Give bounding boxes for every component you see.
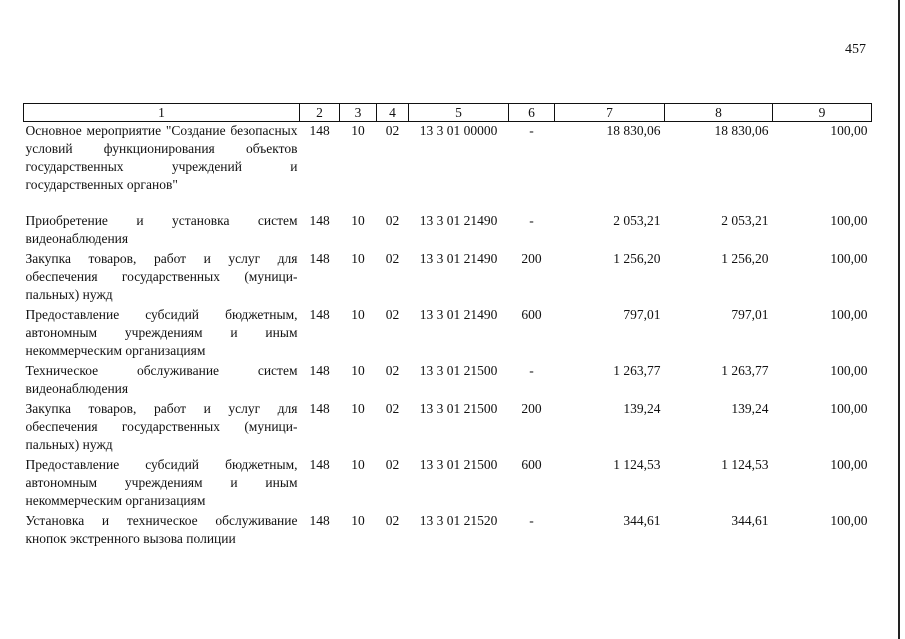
row-col-6: 600 [521, 307, 542, 322]
row-col-6: - [529, 213, 534, 228]
header-col-3: 3 [340, 104, 377, 122]
row-col-3: 10 [351, 213, 365, 228]
row-col-2: 148 [309, 513, 330, 528]
table-row [24, 456, 872, 512]
row-col-7: 1 124,53 [613, 457, 661, 472]
header-col-6: 6 [509, 104, 555, 122]
table-header [24, 104, 872, 122]
row-col-8: 2 053,21 [721, 213, 769, 228]
row-col-8: 1 263,77 [721, 363, 769, 378]
row-col-2: 148 [309, 251, 330, 266]
table-row [24, 250, 872, 306]
row-col-3: 10 [351, 363, 365, 378]
row-col-6: - [529, 123, 534, 138]
row-col-8: 139,24 [731, 401, 769, 416]
page-number: 457 [845, 42, 866, 57]
row-col-4: 02 [385, 213, 400, 228]
row-col-3: 10 [351, 457, 365, 472]
row-col-5: 13 3 01 21500 [419, 363, 498, 378]
table-row [24, 212, 872, 250]
row-col-2: 148 [309, 213, 330, 228]
row-col-4: 02 [385, 363, 400, 378]
row-col-4: 02 [385, 457, 400, 472]
row-col-9: 100,00 [830, 213, 868, 228]
header-col-8: 8 [665, 104, 773, 122]
header-col-9: 9 [773, 104, 872, 122]
row-col-6: - [529, 513, 534, 528]
row-col-5: 13 3 01 21490 [419, 213, 498, 228]
row-col-4: 02 [385, 401, 400, 416]
row-col-5: 13 3 01 21520 [419, 513, 498, 528]
row-col-4: 02 [385, 513, 400, 528]
row-col-2: 148 [309, 363, 330, 378]
row-col-8: 1 256,20 [721, 251, 769, 266]
row-col-2: 148 [309, 123, 330, 138]
row-name: Приобретение и установка систем видеонаблюдения [25, 213, 298, 246]
row-col-4: 02 [385, 251, 400, 266]
row-col-4: 02 [385, 307, 400, 322]
row-col-9: 100,00 [830, 363, 868, 378]
row-col-9: 100,00 [830, 251, 868, 266]
row-col-7: 18 830,06 [606, 123, 661, 138]
row-col-5: 13 3 01 21500 [419, 457, 498, 472]
header-col-4: 4 [377, 104, 409, 122]
row-col-2: 148 [309, 457, 330, 472]
table-row [24, 122, 872, 197]
row-col-5: 13 3 01 21500 [419, 401, 498, 416]
row-name: Предоставление субсидий бюджетным, автономным учреждениям и иным некоммерческим организациям [25, 457, 298, 508]
spacer-row [24, 196, 872, 212]
table-row [24, 362, 872, 400]
row-col-4: 02 [385, 123, 400, 138]
row-col-8: 344,61 [731, 513, 769, 528]
row-col-7: 139,24 [623, 401, 661, 416]
header-col-5: 5 [409, 104, 509, 122]
row-name: Установка и техническое обслуживание кнопок экстренного вызова полиции [25, 513, 298, 546]
row-col-6: - [529, 363, 534, 378]
row-col-3: 10 [351, 307, 365, 322]
row-col-5: 13 3 01 00000 [419, 123, 498, 138]
row-col-7: 1 256,20 [613, 251, 661, 266]
row-name: Закупка товаров, работ и услуг для обеспечения государственных (муници-пальных) нужд [25, 401, 298, 452]
row-col-7: 1 263,77 [613, 363, 661, 378]
header-row [24, 104, 872, 122]
row-col-5: 13 3 01 21490 [419, 307, 498, 322]
row-col-2: 148 [309, 307, 330, 322]
spacer-cell [24, 196, 872, 212]
row-name: Техническое обслуживание систем видеонаблюдения [25, 363, 298, 396]
row-col-6: 200 [521, 251, 542, 266]
header-col-7: 7 [555, 104, 665, 122]
row-col-6: 600 [521, 457, 542, 472]
budget-table [23, 103, 872, 550]
row-name: Основное мероприятие "Создание безопасных условий функционирования объектов государственных учреждений и государственных органов" [25, 123, 298, 192]
row-col-3: 10 [351, 513, 365, 528]
table-row [24, 306, 872, 362]
row-col-9: 100,00 [830, 123, 868, 138]
row-name: Предоставление субсидий бюджетным, автономным учреждениям и иным некоммерческим организациям [25, 307, 298, 358]
row-col-9: 100,00 [830, 401, 868, 416]
row-col-6: 200 [521, 401, 542, 416]
row-col-5: 13 3 01 21490 [419, 251, 498, 266]
row-col-9: 100,00 [830, 307, 868, 322]
row-col-9: 100,00 [830, 457, 868, 472]
table-row [24, 400, 872, 456]
table-row [24, 512, 872, 550]
row-col-8: 18 830,06 [714, 123, 769, 138]
row-col-3: 10 [351, 123, 365, 138]
row-col-2: 148 [309, 401, 330, 416]
row-col-7: 344,61 [623, 513, 661, 528]
row-col-3: 10 [351, 251, 365, 266]
row-col-8: 1 124,53 [721, 457, 769, 472]
row-col-7: 797,01 [623, 307, 661, 322]
row-col-7: 2 053,21 [613, 213, 661, 228]
header-col-2: 2 [300, 104, 340, 122]
row-col-8: 797,01 [731, 307, 769, 322]
table-body [24, 122, 872, 551]
scan-edge-line [898, 0, 900, 639]
row-col-9: 100,00 [830, 513, 868, 528]
row-name: Закупка товаров, работ и услуг для обеспечения государственных (муници-пальных) нужд [25, 251, 298, 302]
header-col-1: 1 [24, 104, 300, 122]
row-col-3: 10 [351, 401, 365, 416]
